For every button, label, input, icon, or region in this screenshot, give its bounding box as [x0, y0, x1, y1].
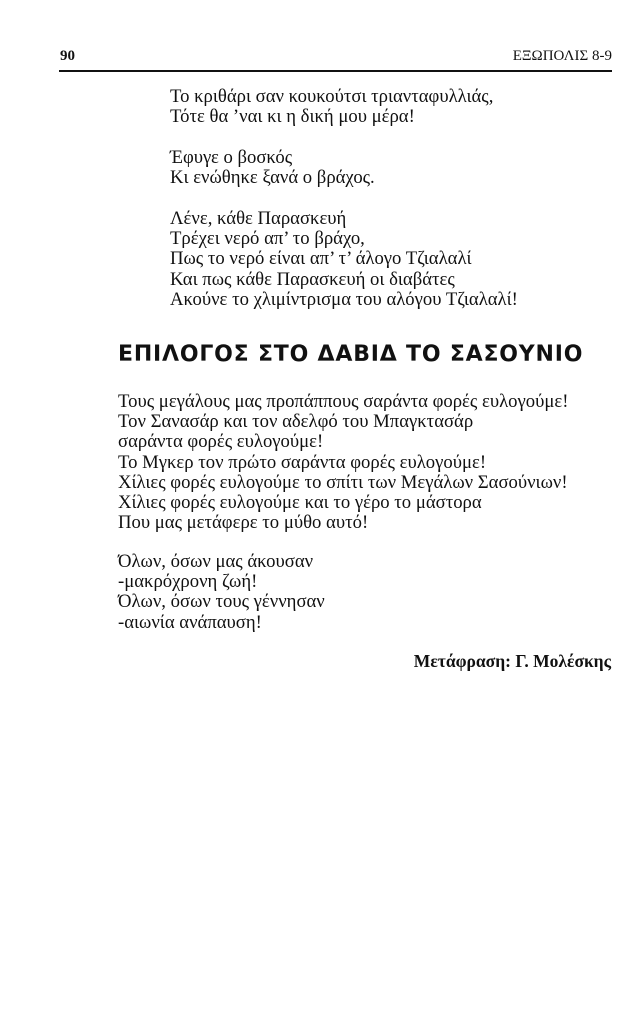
poem-line: Έφυγε ο βοσκός	[170, 147, 293, 168]
epilogue-line: -μακρόχρονη ζωή!	[118, 571, 258, 593]
poem-line: Πως το νερό είναι απ’ τ’ άλογο Τζιαλαλί	[170, 248, 472, 270]
epilogue-line: -αιωνία ανάπαυση!	[118, 611, 262, 633]
poem-line: Κι ενώθηκε ξανά ο βράχος.	[170, 167, 375, 189]
journal-title: ΕΞΩΠΟΛΙΣ 8-9	[512, 48, 612, 64]
epilogue-stanza	[118, 392, 568, 533]
poem-line: Τότε θα ’ναι κι η δική μου μέρα!	[170, 106, 415, 128]
epilogue-line: Που μας μετάφερε το μύθο αυτό!	[118, 512, 369, 534]
poem-line: Ακούνε το χλιμίντρισμα του αλόγου Τζιαλαλί!	[170, 288, 518, 310]
poem-line: Λένε, κάθε Παρασκευή	[170, 208, 347, 229]
poem-stanza	[170, 148, 375, 188]
poem-stanza	[170, 209, 518, 310]
epilogue-heading: ΕΠΙΛΟΓΟΣ ΣΤΟ ΔΑΒΙΔ ΤΟ ΣΑΣΟΥΝΙΟ	[118, 342, 584, 367]
epilogue-line: Όλων, όσων μας άκουσαν	[118, 551, 314, 572]
epilogue-line: Το Μγκερ τον πρώτο σαράντα φορές ευλογούμε!	[118, 451, 487, 473]
poem-line: Το κριθάρι σαν κουκούτσι τριανταφυλλιάς,	[170, 86, 494, 107]
epilogue-line: Τους μεγάλους μας προπάππους σαράντα φορές ευλογούμε!	[118, 391, 569, 412]
poem-line: Τρέχει νερό απ’ το βράχο,	[170, 228, 365, 250]
translator-credit: Μετάφραση: Γ. Μολέσκης	[413, 651, 611, 671]
poem-line: Και πως κάθε Παρασκευή οι διαβάτες	[170, 268, 455, 290]
epilogue-line: Χίλιες φορές ευλογούμε και το γέρο το μάστορα	[118, 491, 482, 513]
epilogue-line: Χίλιες φορές ευλογούμε το σπίτι των Μεγάλων Σασούνιων!	[118, 471, 568, 493]
epilogue-stanza	[118, 552, 325, 633]
header-rule	[59, 70, 612, 72]
epilogue-line: σαράντα φορές ευλογούμε!	[118, 431, 324, 453]
poem-stanza	[170, 87, 493, 127]
epilogue-line: Τον Σανασάρ και τον αδελφό του Μπαγκτασάρ	[118, 411, 474, 433]
epilogue-line: Όλων, όσων τους γέννησαν	[118, 591, 325, 613]
page-number: 90	[60, 48, 75, 64]
